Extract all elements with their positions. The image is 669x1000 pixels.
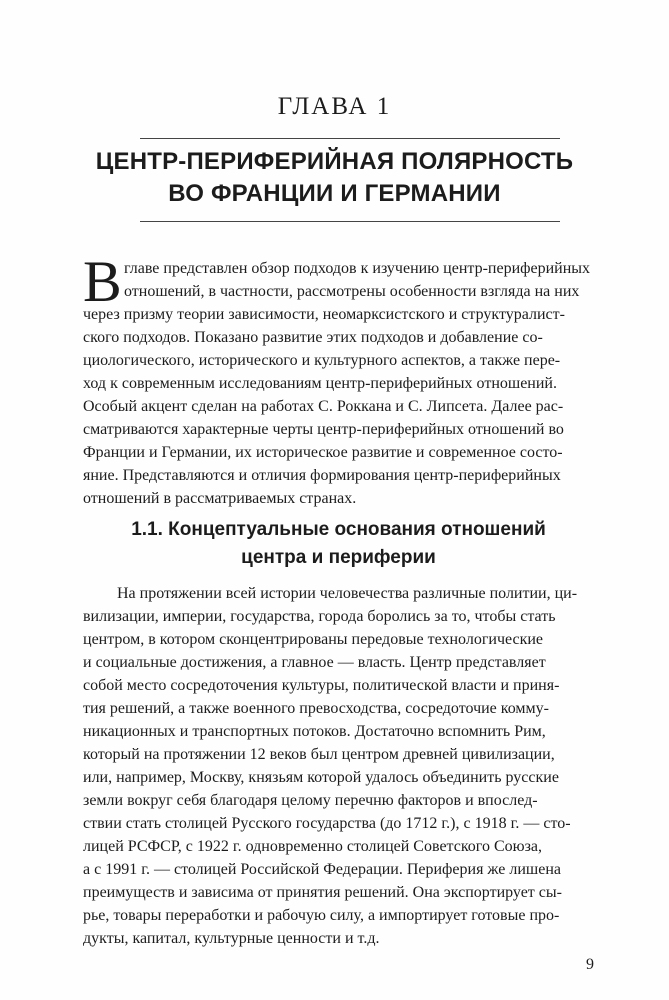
text-line: ход к современным исследованиям центр-периферийных отношений.: [83, 375, 557, 392]
text-line: ствии стать столицей Русского государства (до 1712 г.), с 1918 г. — сто-: [83, 815, 571, 832]
text-line: или, например, Москву, князьям которой удалось объединить русские: [83, 769, 559, 786]
text-line: никационных и транспортных потоков. Достаточно вспомнить Рим,: [83, 723, 546, 740]
page-number: 9: [586, 956, 594, 973]
text-line: отношений в рассматриваемых странах.: [83, 490, 357, 507]
body-paragraph: [83, 582, 594, 950]
text-line: ского подходов. Показано развитие этих подходов и добавление со-: [83, 329, 543, 346]
text-line: а с 1991 г. — столицей Российской Федерации. Периферия же лишена: [83, 861, 562, 878]
top-rule: [140, 138, 560, 139]
chapter-label: ГЛАВА 1: [277, 93, 392, 120]
text-line: отношений, в частности, рассмотрены особенности взгляда на них: [124, 283, 580, 300]
text-line: центром, в котором сконцентрированы передовые технологические: [83, 631, 544, 648]
section-title: [83, 516, 594, 572]
text-line: через призму теории зависимости, неомарксистского и структуралист-: [83, 306, 565, 323]
text-line: яние. Представляются и отличия формирования центр-периферийных: [83, 467, 561, 484]
section-title-line: центра и периферии: [241, 547, 436, 568]
text-line: вилизации, империи, государства, города боролись за то, чтобы стать: [83, 608, 556, 625]
chapter-title: [40, 146, 629, 210]
text-line: На протяжении всей истории человечества различные политии, ци-: [117, 585, 578, 602]
chapter-title-line: ВО ФРАНЦИИ И ГЕРМАНИИ: [168, 180, 501, 207]
drop-cap: В: [83, 249, 122, 314]
text-line: собой место сосредоточения культуры, политической власти и приня-: [83, 677, 560, 694]
section-title-line: 1.1. Концептуальные основания отношений: [131, 519, 546, 540]
text-line: который на протяжении 12 веков был центром древней цивилизации,: [83, 746, 555, 763]
text-line: дукты, капитал, культурные ценности и т.д.: [83, 930, 380, 947]
chapter-title-line: ЦЕНТР-ПЕРИФЕРИЙНАЯ ПОЛЯРНОСТЬ: [95, 148, 574, 175]
text-line: земли вокруг себя благодаря целому перечню факторов и впослед-: [83, 792, 538, 809]
text-line: Особый акцент сделан на работах С. Роккана и С. Липсета. Далее рас-: [83, 398, 564, 415]
text-line: лицей РСФСР, с 1922 г. одновременно столицей Советского Союза,: [83, 838, 542, 855]
intro-paragraph: [83, 249, 594, 510]
text-line: и социальные достижения, а главное — власть. Центр представляет: [83, 654, 546, 671]
bottom-rule: [140, 221, 560, 222]
text-line: преимуществ и зависима от принятия решений. Она экспортирует сы-: [83, 884, 562, 901]
text-line: циологического, исторического и культурного аспектов, а также пере-: [83, 352, 561, 369]
text-line: тия решений, а также военного превосходства, сосредоточие комму-: [83, 700, 550, 717]
text-line: Франции и Германии, их историческое развитие и современное состо-: [83, 444, 563, 461]
text-line: рье, товары переработки и рабочую силу, а импортирует готовые про-: [83, 907, 560, 924]
text-line: главе представлен обзор подходов к изучению центр-периферийных: [124, 260, 591, 277]
text-line: сматриваются характерные черты центр-периферийных отношений во: [83, 421, 564, 438]
